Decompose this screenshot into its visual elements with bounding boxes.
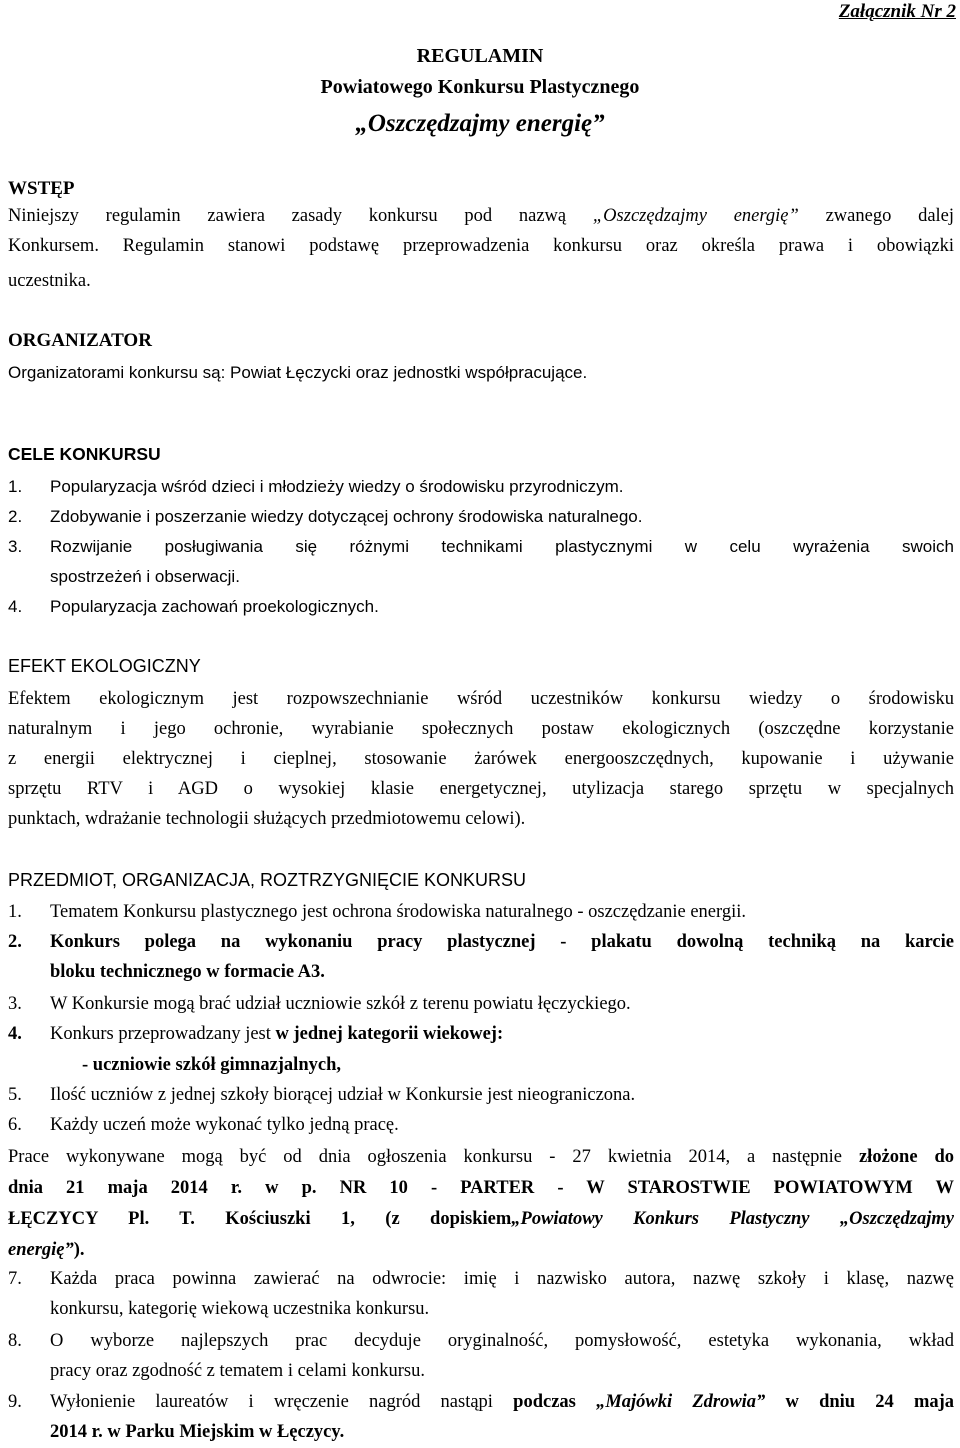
submission-line-2: dnia 21 maja 2014 r. w p. NR 10 - PARTER - W STAROSTWIE POWIATOWYM W	[8, 1178, 954, 1198]
przedmiot-item-3: 3. W Konkursie mogą brać udział uczniowie szkół z terenu powiatu łęczyckiego.	[8, 994, 631, 1014]
przedmiot-item-4-sub: - uczniowie szkół gimnazjalnych,	[82, 1055, 341, 1075]
cele-item-2: 2. Zdobywanie i poszerzanie wiedzy dotyczącej ochrony środowiska naturalnego.	[8, 507, 643, 526]
wstep-line-3: uczestnika.	[8, 271, 91, 291]
przedmiot-item-1: 1. Tematem Konkursu plastycznego jest ochrona środowiska naturalnego - oszczędzanie energii.	[8, 902, 746, 922]
annex-label: Załącznik Nr 2	[838, 1, 956, 22]
heading-wstep: WSTĘP	[8, 178, 75, 199]
title-regulamin: REGULAMIN	[416, 45, 544, 67]
submission-line-3: ŁĘCZYCY Pl. T. Kościuszki 1, (z dopiskiem„Powiatowy Konkurs Plastyczny „Oszczędzajmy	[8, 1209, 954, 1229]
przedmiot-item-6: 6. Każdy uczeń może wykonać tylko jedną pracę.	[8, 1115, 399, 1135]
heading-przedmiot: PRZEDMIOT, ORGANIZACJA, ROZTRZYGNIĘCIE KONKURSU	[8, 870, 527, 890]
submission-line-4: energię”).	[8, 1240, 85, 1260]
heading-organizator: ORGANIZATOR	[8, 330, 152, 351]
organizator-text: Organizatorami konkursu są: Powiat Łęczycki oraz jednostki współpracujące.	[8, 363, 588, 382]
heading-cele: CELE KONKURSU	[8, 444, 161, 464]
cele-item-3: 3. Rozwijanie posługiwania się różnymi technikami plastycznymi w celu wyrażenia swoich spostrzeżeń i obserwacji.	[8, 537, 954, 586]
efekt-line-3: z energii elektrycznej i cieplnej, stosowanie żarówek energooszczędnych, kupowanie i używanie	[8, 749, 954, 769]
title-konkurs: Powiatowego Konkursu Plastycznego	[320, 76, 640, 98]
cele-item-1: 1. Popularyzacja wśród dzieci i młodzieży wiedzy o środowisku przyrodniczym.	[8, 477, 624, 496]
przedmiot-item-7: 7. Każda praca powinna zawierać na odwrocie: imię i nazwisko autora, nazwę szkoły i klasę, nazwę konkursu, kategorię wiekową uczestnika konkursu.	[8, 1269, 954, 1319]
przedmiot-item-8: 8. O wyborze najlepszych prac decyduje oryginalność, pomysłowość, estetyka wykonania, wkład pracy oraz zgodność z tematem i celami konkursu.	[8, 1331, 954, 1381]
efekt-line-2: naturalnym i jego ochronie, wyrabianie społecznych postaw ekologicznych (oszczędne korzystanie	[8, 719, 954, 739]
wstep-line-1: Niniejszy regulamin zawiera zasady konkursu pod nazwą „Oszczędzajmy energię” zwanego dalej	[8, 206, 955, 226]
submission-line-1: Prace wykonywane mogą być od dnia ogłoszenia konkursu - 27 kwietnia 2014, a następnie złożone do	[8, 1147, 955, 1167]
efekt-line-5: punktach, wdrażanie technologii służących przedmiotowemu celowi).	[8, 809, 526, 829]
efekt-line-1: Efektem ekologicznym jest rozpowszechnianie wśród uczestników konkursu wiedzy o środowisku	[8, 689, 954, 709]
przedmiot-item-4: 4. Konkurs przeprowadzany jest w jednej kategorii wiekowej:	[8, 1024, 504, 1044]
wstep-line-2: Konkursem. Regulamin stanowi podstawę przeprowadzenia konkursu oraz określa prawa i obowiązki	[8, 236, 954, 256]
przedmiot-item-5: 5. Ilość uczniów z jednej szkoły biorącej udział w Konkursie jest nieograniczona.	[8, 1085, 636, 1105]
heading-efekt: EFEKT EKOLOGICZNY	[8, 656, 201, 676]
cele-item-4: 4. Popularyzacja zachowań proekologicznych.	[8, 597, 379, 616]
title-name: „Oszczędzajmy energię”	[355, 110, 605, 137]
efekt-line-4: sprzętu RTV i AGD o wysokiej klasie energetycznej, utylizacja starego sprzętu w specjalnych	[8, 779, 954, 799]
przedmiot-item-2: 2. Konkurs polega na wykonaniu pracy plastycznej - plakatu dowolną techniką na karcie bloku technicznego w formacie A3.	[8, 932, 954, 982]
przedmiot-item-9: 9. Wyłonienie laureatów i wręczenie nagród nastąpi podczas „Majówki Zdrowia” w dniu 24 maja 2014 r. w Parku Miejskim w Łęczycy.	[8, 1392, 955, 1442]
